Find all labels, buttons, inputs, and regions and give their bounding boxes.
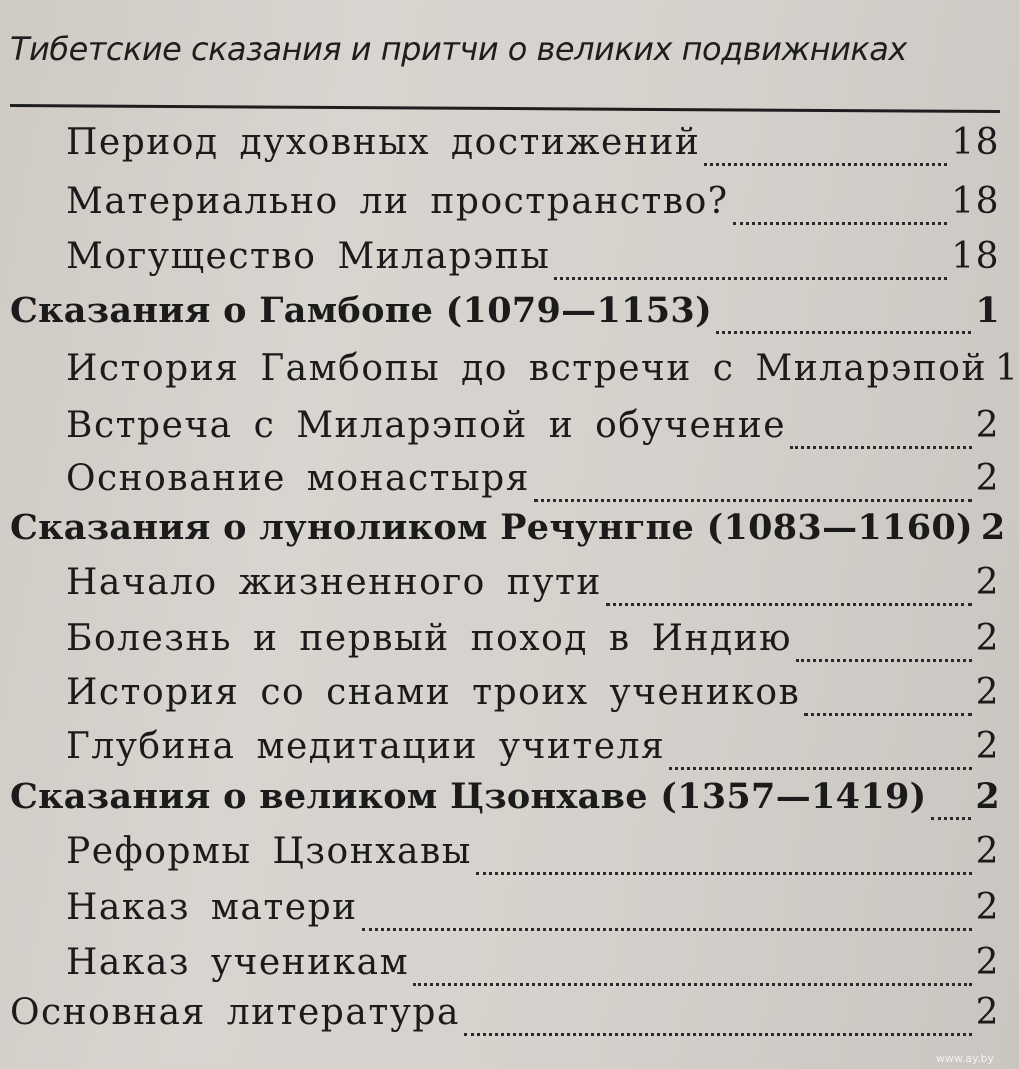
dot-leader bbox=[931, 817, 972, 820]
dot-leader bbox=[554, 277, 947, 280]
toc-entry bbox=[0, 458, 1000, 514]
toc-entry-page: 2 bbox=[975, 992, 1000, 1033]
toc-entry-title: История Гамбопы до встречи с Миларэпой bbox=[66, 348, 987, 389]
watermark: www.ay.by bbox=[935, 1052, 994, 1065]
dot-leader bbox=[476, 872, 972, 875]
toc-entry bbox=[0, 942, 1000, 998]
toc-entry bbox=[0, 887, 1000, 943]
dot-leader bbox=[790, 446, 972, 449]
toc-section bbox=[0, 507, 1006, 563]
toc-entry-title: Глубина медитации учителя bbox=[66, 726, 666, 767]
toc-entry-title: Могущество Миларэпы bbox=[66, 236, 551, 277]
toc-entry-page: 18 bbox=[951, 181, 1000, 222]
running-head: Тибетские сказания и притчи о великих подвижниках bbox=[10, 30, 907, 68]
toc-entry bbox=[0, 348, 1019, 404]
dot-leader bbox=[716, 331, 971, 334]
toc-entry-page: 2 bbox=[975, 562, 1000, 603]
dot-leader bbox=[534, 499, 972, 502]
toc-entry bbox=[0, 831, 1000, 887]
toc-entry-page: 18 bbox=[951, 122, 1000, 163]
toc-entry-page: 2 bbox=[975, 831, 1000, 872]
toc-section-title: Сказания о великом Цзонхаве (1357—1419) bbox=[10, 776, 927, 817]
toc-section-title: Сказания о Гамбопе (1079—1153) bbox=[10, 290, 712, 331]
dot-leader bbox=[413, 983, 971, 986]
toc-entry-page: 2 bbox=[975, 726, 1000, 767]
toc-section bbox=[0, 776, 1000, 832]
toc-entry bbox=[0, 122, 1000, 178]
dot-leader bbox=[804, 713, 971, 716]
toc-entry bbox=[0, 562, 1000, 618]
toc-entry-title: Болезнь и первый поход в Индию bbox=[66, 618, 792, 659]
toc-entry bbox=[0, 992, 1000, 1048]
toc-entry-title: Наказ ученикам bbox=[66, 942, 410, 983]
dot-leader bbox=[606, 603, 972, 606]
dot-leader bbox=[362, 928, 972, 931]
toc-entry bbox=[0, 405, 1000, 461]
toc-entry-title: Основание монастыря bbox=[66, 458, 530, 499]
toc-entry bbox=[0, 618, 1000, 674]
toc-entry-page: 2 bbox=[975, 458, 1000, 499]
toc-entry-title: Основная литература bbox=[10, 992, 460, 1033]
toc-entry bbox=[0, 236, 1000, 292]
toc-entry-title: Начало жизненного пути bbox=[66, 562, 602, 603]
toc-entry-title: Период духовных достижений bbox=[66, 122, 701, 163]
toc-section-title: Сказания о луноликом Речунгпе (1083—1160) bbox=[10, 507, 973, 548]
toc-entry bbox=[0, 672, 1000, 728]
toc-entry-page: 2 bbox=[975, 672, 1000, 713]
toc-entry-title: Наказ матери bbox=[66, 887, 358, 928]
toc-section-page: 2 bbox=[975, 776, 1000, 817]
toc-entry-title: История со снами троих учеников bbox=[66, 672, 801, 713]
toc-entry-page: 2 bbox=[975, 942, 1000, 983]
toc-entry-page: 2 bbox=[975, 887, 1000, 928]
toc-entry-title: Реформы Цзонхавы bbox=[66, 831, 472, 872]
toc-section-page: 1 bbox=[975, 290, 1000, 331]
dot-leader bbox=[464, 1033, 972, 1036]
toc-entry bbox=[0, 181, 1000, 237]
dot-leader bbox=[733, 222, 948, 225]
toc-entry-page: 18 bbox=[951, 236, 1000, 277]
header-rule bbox=[10, 104, 1000, 113]
dot-leader bbox=[669, 767, 971, 770]
toc-entry-title: Материально ли пространство? bbox=[66, 181, 729, 222]
toc-section bbox=[0, 290, 1000, 346]
toc-entry-page: 1 bbox=[994, 348, 1019, 389]
toc-section-page: 2 bbox=[980, 507, 1006, 548]
toc-entry-title: Встреча с Миларэпой и обучение bbox=[66, 405, 787, 446]
toc-entry bbox=[0, 726, 1000, 782]
dot-leader bbox=[796, 659, 972, 662]
toc-entry-page: 2 bbox=[975, 405, 1000, 446]
dot-leader bbox=[704, 163, 947, 166]
toc-entry-page: 2 bbox=[975, 618, 1000, 659]
